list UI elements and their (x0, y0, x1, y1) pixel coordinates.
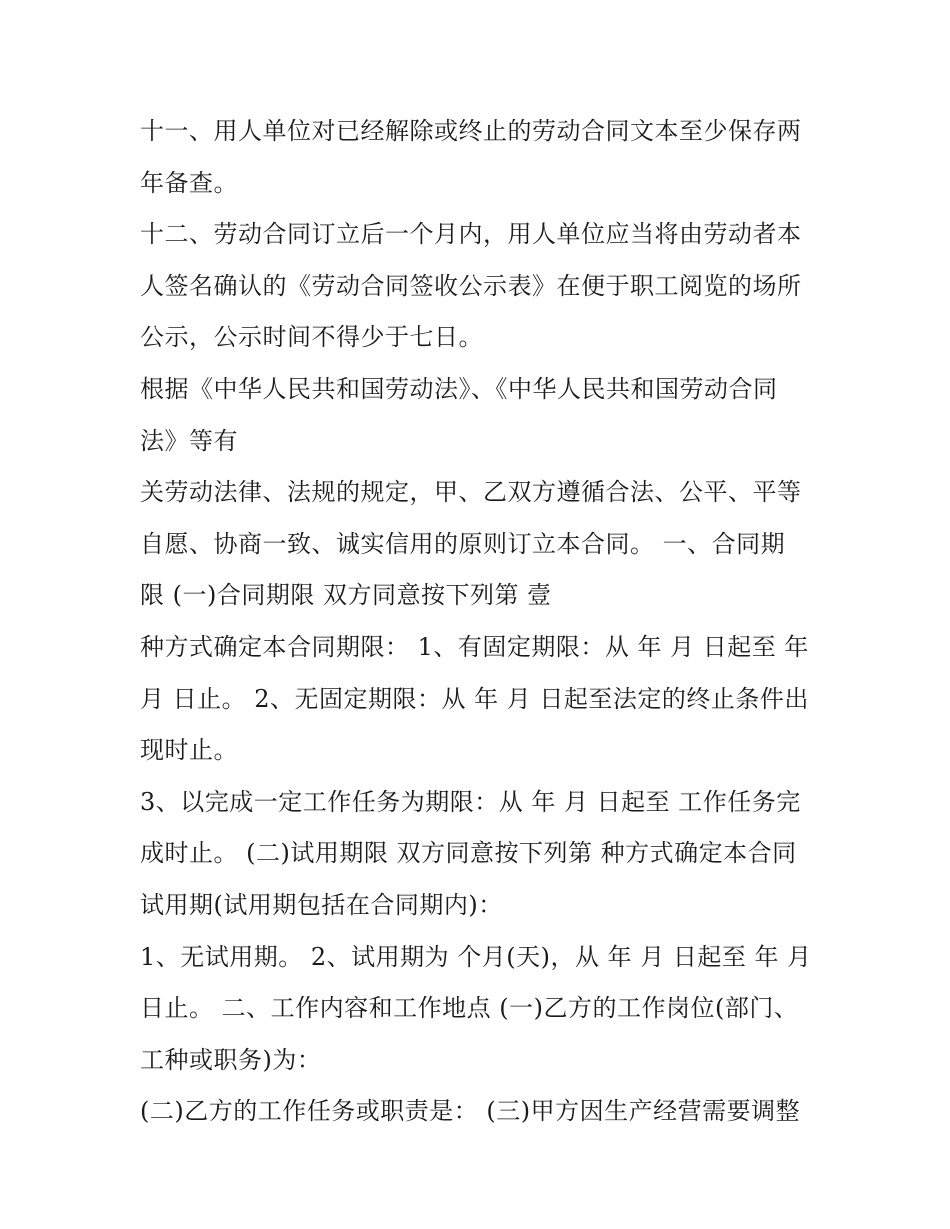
text-line: 工种或职务)为： (140, 1045, 322, 1074)
text-line: 年备查。 (140, 168, 238, 197)
text-line: (二)乙方的工作任务或职责是： (三)甲方因生产经营需要调整 (140, 1097, 801, 1126)
text-line: 3、以完成一定工作任务为期限：从 年 月 日起至 工作任务完 (140, 787, 801, 816)
text-line: 试用期(试用期包括在合同期内)： (140, 890, 503, 919)
text-line: 1、无试用期。 2、试用期为 个月(天)，从 年 月 日起至 年 月 (140, 942, 812, 971)
text-line: 日止。 二、工作内容和工作地点 (一)乙方的工作岗位(部门、 (140, 994, 799, 1023)
text-line: 关劳动法律、法规的规定，甲、乙双方遵循合法、公平、平等 (140, 478, 802, 507)
text-line: 现时止。 (140, 736, 238, 765)
text-line: 成时止。 (二)试用期限 双方同意按下列第 种方式确定本合同 (140, 839, 797, 868)
text-line: 种方式确定本合同期限： 1、有固定期限：从 年 月 日起至 年 (140, 632, 809, 661)
document-body (140, 106, 830, 1138)
text-line: 法》等有 (140, 426, 238, 455)
text-line: 根据《中华人民共和国劳动法》、《中华人民共和国劳动合同 (140, 374, 778, 403)
text-line: 十二、劳动合同订立后一个月内，用人单位应当将由劳动者本 (140, 220, 802, 249)
text-line: 十一、用人单位对已经解除或终止的劳动合同文本至少保存两 (140, 117, 802, 145)
text-line: 限 (一)合同期限 双方同意按下列第 壹 (140, 581, 552, 610)
text-line: 月 日止。 2、无固定期限：从 年 月 日起至法定的终止条件出 (140, 684, 809, 713)
text-line: 公示，公示时间不得少于七日。 (140, 323, 483, 352)
text-line: 人签名确认的《劳动合同签收公示表》在便于职工阅览的场所 (140, 271, 802, 300)
text-line: 自愿、协商一致、诚实信用的原则订立本合同。 一、合同期 (140, 529, 786, 558)
